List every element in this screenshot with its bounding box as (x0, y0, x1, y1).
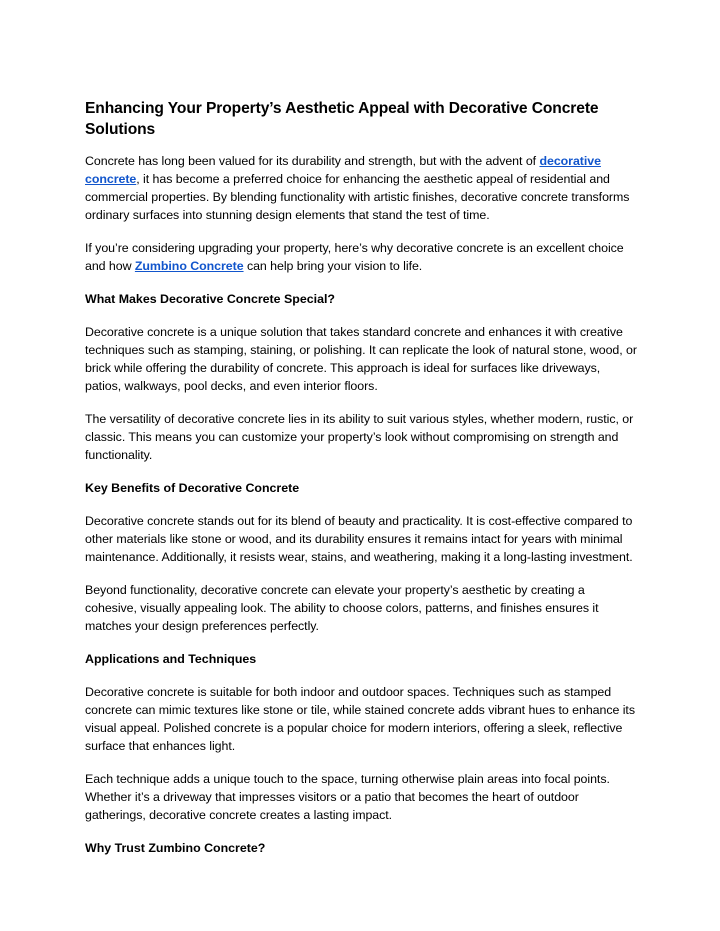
section-benefits-paragraph-1: Decorative concrete stands out for its blend of beauty and practicality. It is cost-effective compared to other materials like stone or wood, and its durability ensures it remains intact for years with minimal maintenance. Additionally, it resists wear, stains, and weathering, making it a long-lasting investment. (85, 514, 633, 564)
document-title: Enhancing Your Property’s Aesthetic Appeal with Decorative Concrete Solutions (85, 100, 599, 138)
section-applications-paragraph-1: Decorative concrete is suitable for both indoor and outdoor spaces. Techniques such as stamped concrete can mimic textures like stone or tile, while stained concrete adds vibrant hues to enhance its visual appeal. Polished concrete is a popular choice for modern interiors, offering a sleek, reflective surface that enhances light. (85, 685, 635, 753)
section-special-paragraph-1: Decorative concrete is a unique solution that takes standard concrete and enhances it with creative techniques such as stamping, staining, or polishing. It can replicate the look of natural stone, wood, or brick while offering the durability of concrete. This approach is ideal for surfaces like driveways, patios, walkways, pool decks, and even interior floors. (85, 325, 637, 393)
intro-text-after-link: , it has become a preferred choice for enhancing the aesthetic appeal of residential and commercial properties. By blending functionality with artistic finishes, decorative concrete transforms ordinary surfaces into stunning design elements that stand the test of time. (85, 172, 630, 222)
section-applications-paragraph-2: Each technique adds a unique touch to the space, turning otherwise plain areas into focal points. Whether it’s a driveway that impresses visitors or a patio that becomes the heart of outdoor gatherings, decorative concrete creates a lasting impact. (85, 772, 610, 822)
document-page (85, 98, 637, 872)
decorative-concrete-link[interactable]: decorative concrete (85, 154, 601, 186)
intro-text-before-link: Concrete has long been valued for its durability and strength, but with the advent of (85, 154, 540, 168)
section-heading-special: What Makes Decorative Concrete Special? (85, 292, 335, 306)
section-heading-why-trust: Why Trust Zumbino Concrete? (85, 841, 266, 855)
section-heading-applications: Applications and Techniques (85, 652, 257, 666)
section-heading-benefits: Key Benefits of Decorative Concrete (85, 481, 300, 495)
zumbino-concrete-link[interactable]: Zumbino Concrete (134, 259, 244, 273)
intro-paragraph (85, 152, 637, 224)
intro2-paragraph (85, 239, 637, 275)
section-special-paragraph-2: The versatility of decorative concrete lies in its ability to suit various styles, whether modern, rustic, or classic. This means you can customize your property’s look without compromising on strength and functionality. (85, 412, 634, 462)
intro2-text-before-link: If you’re considering upgrading your property, here’s why decorative concrete is an excellent choice and how (85, 241, 624, 273)
section-benefits-paragraph-2: Beyond functionality, decorative concrete can elevate your property’s aesthetic by creating a cohesive, visually appealing look. The ability to choose colors, patterns, and finishes ensures it matches your design preferences perfectly. (85, 583, 599, 633)
intro2-text-after-link: can help bring your vision to life. (243, 259, 423, 273)
